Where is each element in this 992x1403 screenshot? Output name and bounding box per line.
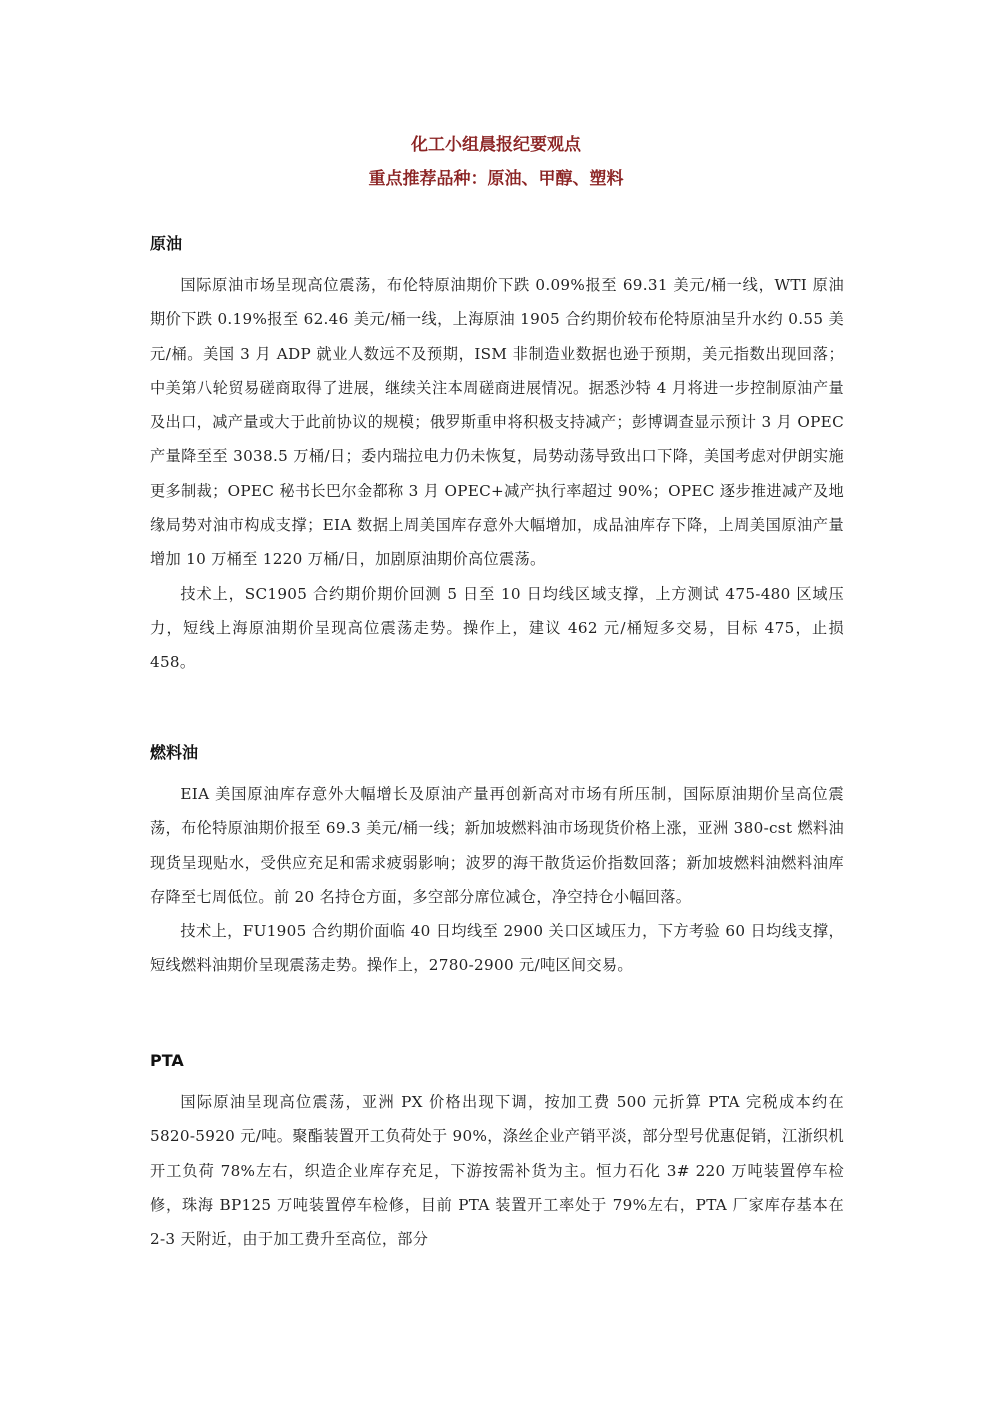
section-crude-oil: [150, 232, 844, 680]
section-pta: [150, 1049, 844, 1256]
section-heading: 燃料油: [150, 743, 199, 762]
paragraph: 技术上，FU1905 合约期价面临 40 日均线至 2900 关口区域压力，下方考验 60 日均线支撑，短线燃料油期价呈现震荡走势。操作上，2780-2900 元/吨区间交易。: [150, 922, 844, 975]
page-title: 化工小组晨报纪要观点: [411, 135, 581, 155]
section-fuel-oil: [150, 741, 844, 983]
paragraph: 技术上，SC1905 合约期价期价回测 5 日至 10 日均线区域支撑，上方测试 475-480 区域压力，短线上海原油期价呈现高位震荡走势。操作上，建议 462 元/桶短多交易，目标 475，止损 458。: [150, 584, 844, 672]
section-heading: PTA: [150, 1051, 184, 1070]
paragraph: EIA 美国原油库存意外大幅增长及原油产量再创新高对市场有所压制，国际原油期价呈高位震荡，布伦特原油期价报至 69.3 美元/桶一线；新加坡燃料油市场现货价格上涨，亚洲 380-cst 燃料油现货呈现贴水，受供应充足和需求疲弱影响；波罗的海干散货运价指数回落；新加坡燃料油燃料油库存降至七周低位。前 20 名持仓方面，多空部分席位减仓，净空持仓小幅回落。: [150, 785, 844, 906]
section-heading: 原油: [150, 234, 183, 253]
paragraph: 国际原油市场呈现高位震荡，布伦特原油期价下跌 0.09%报至 69.31 美元/桶一线，WTI 原油期价下跌 0.19%报至 62.46 美元/桶一线，上海原油 1905 合约期价较布伦特原油呈升水约 0.55 美元/桶。美国 3 月 ADP 就业人数远不及预期，ISM 非制造业数据也逊于预期，美元指数出现回落；中美第八轮贸易磋商取得了进展，继续关注本周磋商进展情况。据悉沙特 4 月将进一步控制原油产量及出口，减产量或大于此前协议的规模；俄罗斯重申将积极支持减产；彭博调查显示预计 3 月 OPEC 产量降至至 3038.5 万桶/日；委内瑞拉电力仍未恢复，局势动荡导致出口下降，美国考虑对伊朗实施更多制裁；OPEC 秘书长巴尔金都称 3 月 OPEC+减产执行率超过 90%；OPEC 逐步推进减产及地缘局势对油市构成支撑；EIA 数据上周美国库存意外大幅增加，成品油库存下降，上周美国原油产量增加 10 万桶至 1220 万桶/日，加剧原油期价高位震荡。: [150, 276, 844, 569]
paragraph: 国际原油呈现高位震荡，亚洲 PX 价格出现下调，按加工费 500 元折算 PTA 完税成本约在 5820-5920 元/吨。聚酯装置开工负荷处于 90%，涤丝企业产销平淡，部分型号优惠促销，江浙织机开工负荷 78%左右，织造企业库存充足，下游按需补货为主。恒力石化 3# 220 万吨装置停车检修，珠海 BP125 万吨装置停车检修，目前 PTA 装置开工率处于 79%左右，PTA 厂家库存基本在 2-3 天附近，由于加工费升至高位，部分: [150, 1093, 844, 1249]
page-subtitle: 重点推荐品种：原油、甲醇、塑料: [368, 169, 624, 189]
title-block: [0, 128, 992, 196]
